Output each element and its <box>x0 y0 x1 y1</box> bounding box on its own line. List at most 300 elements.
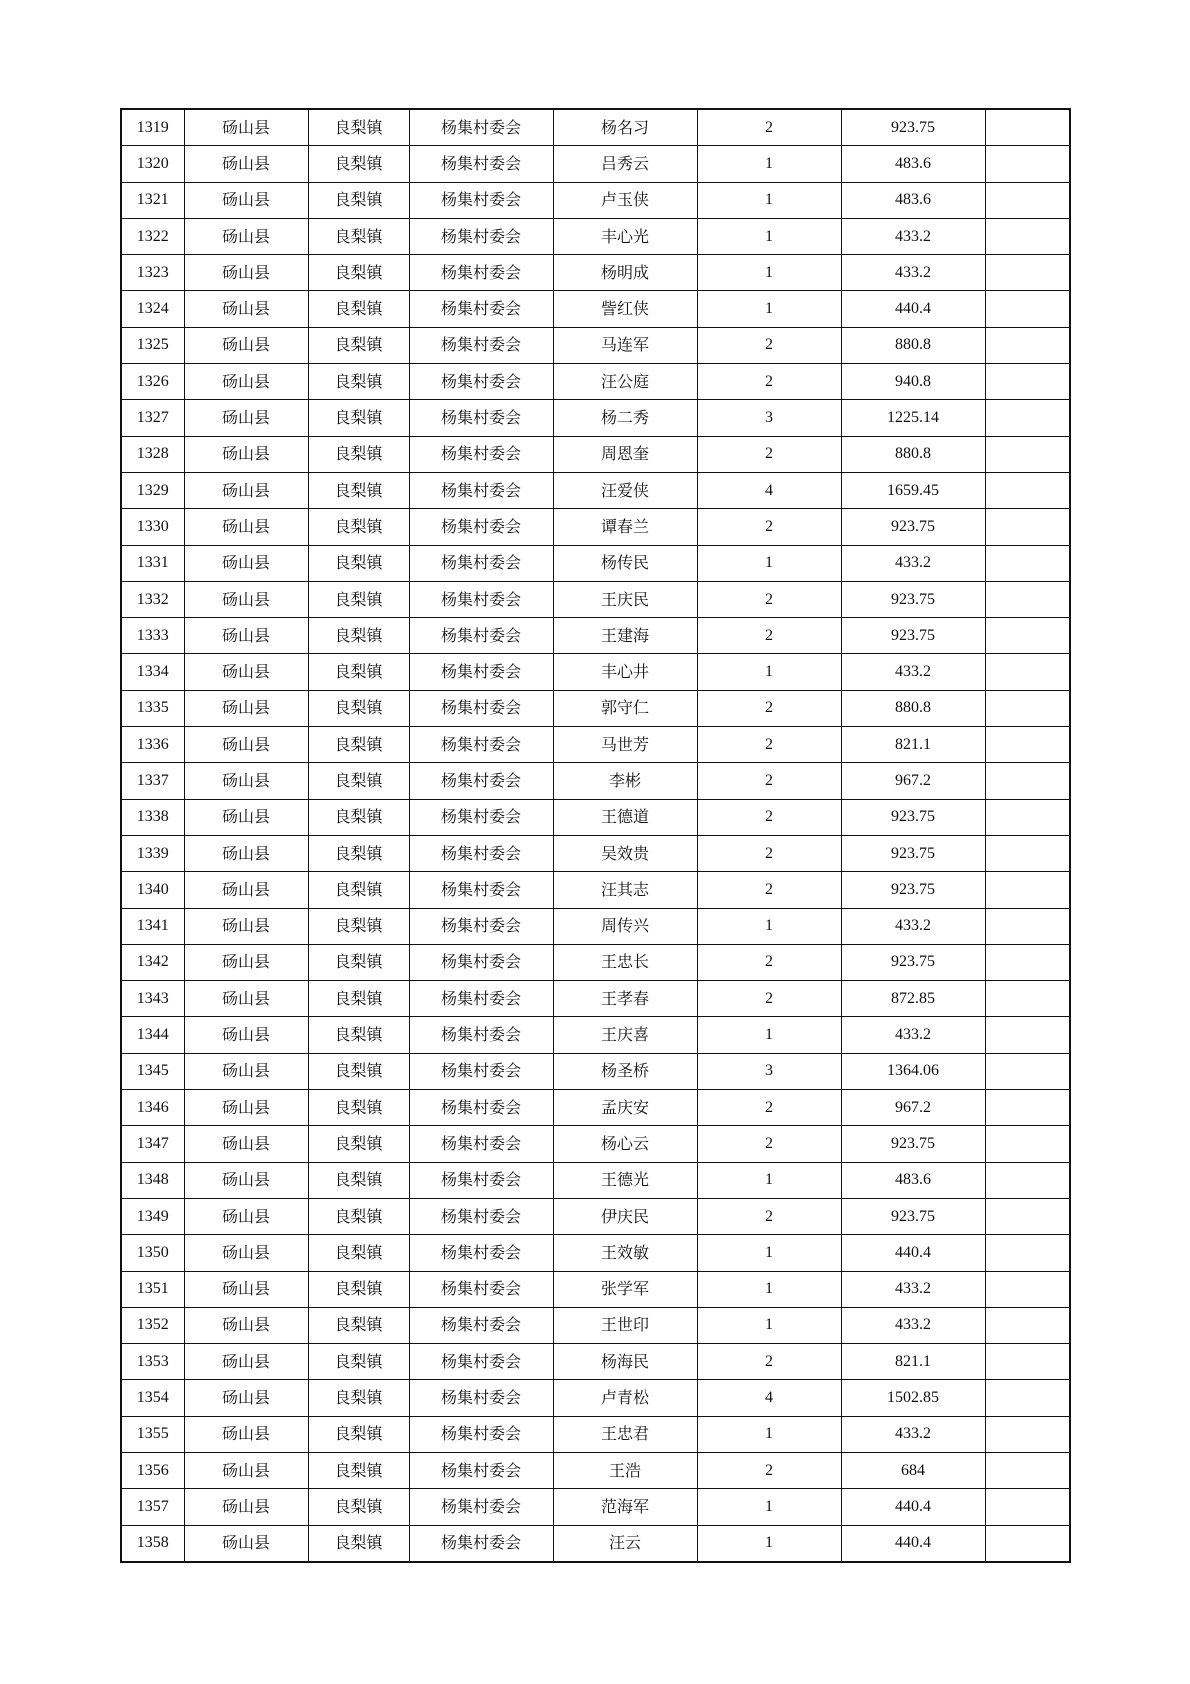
row-remark-cell <box>985 255 1070 291</box>
table-row <box>121 545 1070 581</box>
row-village-cell: 杨集村委会 <box>409 1198 553 1234</box>
table-row <box>121 509 1070 545</box>
row-household-size-cell: 1 <box>697 1307 841 1343</box>
row-county-cell: 砀山县 <box>184 1162 308 1198</box>
row-name-cell: 孟庆安 <box>553 1090 697 1126</box>
row-name-cell: 卢玉侠 <box>553 182 697 218</box>
row-village-cell: 杨集村委会 <box>409 727 553 763</box>
row-seq-cell: 1336 <box>121 727 184 763</box>
table-row <box>121 364 1070 400</box>
table-row <box>121 581 1070 617</box>
row-amount-cell: 433.2 <box>841 908 985 944</box>
table-row <box>121 1489 1070 1525</box>
row-household-size-cell: 4 <box>697 1380 841 1416</box>
row-name-cell: 丰心光 <box>553 218 697 254</box>
row-household-size-cell: 2 <box>697 835 841 871</box>
row-remark-cell <box>985 400 1070 436</box>
row-village-cell: 杨集村委会 <box>409 799 553 835</box>
row-county-cell: 砀山县 <box>184 364 308 400</box>
row-village-cell: 杨集村委会 <box>409 981 553 1017</box>
row-town-cell: 良梨镇 <box>308 908 409 944</box>
row-town-cell: 良梨镇 <box>308 1525 409 1562</box>
row-name-cell: 马世芳 <box>553 727 697 763</box>
row-county-cell: 砀山县 <box>184 472 308 508</box>
row-name-cell: 王忠君 <box>553 1416 697 1452</box>
row-name-cell: 王忠长 <box>553 944 697 980</box>
row-amount-cell: 433.2 <box>841 218 985 254</box>
row-remark-cell <box>985 944 1070 980</box>
row-remark-cell <box>985 1198 1070 1234</box>
row-seq-cell: 1321 <box>121 182 184 218</box>
row-household-size-cell: 1 <box>697 182 841 218</box>
row-village-cell: 杨集村委会 <box>409 763 553 799</box>
row-seq-cell: 1354 <box>121 1380 184 1416</box>
row-county-cell: 砀山县 <box>184 400 308 436</box>
row-town-cell: 良梨镇 <box>308 727 409 763</box>
row-amount-cell: 433.2 <box>841 1307 985 1343</box>
row-village-cell: 杨集村委会 <box>409 218 553 254</box>
row-village-cell: 杨集村委会 <box>409 400 553 436</box>
row-name-cell: 杨二秀 <box>553 400 697 436</box>
row-household-size-cell: 1 <box>697 291 841 327</box>
row-village-cell: 杨集村委会 <box>409 1452 553 1488</box>
row-county-cell: 砀山县 <box>184 1017 308 1053</box>
row-town-cell: 良梨镇 <box>308 255 409 291</box>
row-village-cell: 杨集村委会 <box>409 1271 553 1307</box>
row-seq-cell: 1339 <box>121 835 184 871</box>
row-town-cell: 良梨镇 <box>308 218 409 254</box>
row-household-size-cell: 2 <box>697 509 841 545</box>
table-row <box>121 218 1070 254</box>
row-county-cell: 砀山县 <box>184 1090 308 1126</box>
row-name-cell: 王建海 <box>553 618 697 654</box>
row-amount-cell: 433.2 <box>841 654 985 690</box>
row-county-cell: 砀山县 <box>184 327 308 363</box>
row-county-cell: 砀山县 <box>184 1344 308 1380</box>
row-county-cell: 砀山县 <box>184 763 308 799</box>
row-name-cell: 卢青松 <box>553 1380 697 1416</box>
row-household-size-cell: 1 <box>697 146 841 182</box>
row-name-cell: 王庆民 <box>553 581 697 617</box>
row-seq-cell: 1351 <box>121 1271 184 1307</box>
row-name-cell: 王浩 <box>553 1452 697 1488</box>
row-amount-cell: 940.8 <box>841 364 985 400</box>
row-town-cell: 良梨镇 <box>308 364 409 400</box>
row-amount-cell: 440.4 <box>841 1525 985 1562</box>
table-row <box>121 872 1070 908</box>
row-village-cell: 杨集村委会 <box>409 1380 553 1416</box>
table-row <box>121 1198 1070 1234</box>
row-name-cell: 杨心云 <box>553 1126 697 1162</box>
row-name-cell: 杨圣桥 <box>553 1053 697 1089</box>
row-household-size-cell: 2 <box>697 1344 841 1380</box>
row-amount-cell: 923.75 <box>841 109 985 146</box>
row-remark-cell <box>985 1053 1070 1089</box>
row-name-cell: 王庆喜 <box>553 1017 697 1053</box>
row-county-cell: 砀山县 <box>184 1307 308 1343</box>
row-name-cell: 马连军 <box>553 327 697 363</box>
table-row <box>121 109 1070 146</box>
row-amount-cell: 1502.85 <box>841 1380 985 1416</box>
row-village-cell: 杨集村委会 <box>409 182 553 218</box>
row-village-cell: 杨集村委会 <box>409 908 553 944</box>
row-remark-cell <box>985 146 1070 182</box>
row-village-cell: 杨集村委会 <box>409 581 553 617</box>
row-remark-cell <box>985 545 1070 581</box>
row-seq-cell: 1319 <box>121 109 184 146</box>
row-seq-cell: 1347 <box>121 1126 184 1162</box>
row-town-cell: 良梨镇 <box>308 146 409 182</box>
row-seq-cell: 1330 <box>121 509 184 545</box>
row-town-cell: 良梨镇 <box>308 1307 409 1343</box>
row-amount-cell: 433.2 <box>841 255 985 291</box>
row-village-cell: 杨集村委会 <box>409 364 553 400</box>
row-name-cell: 王德光 <box>553 1162 697 1198</box>
table-row <box>121 1017 1070 1053</box>
row-town-cell: 良梨镇 <box>308 400 409 436</box>
row-name-cell: 王德道 <box>553 799 697 835</box>
row-household-size-cell: 1 <box>697 1017 841 1053</box>
row-name-cell: 谭春兰 <box>553 509 697 545</box>
row-name-cell: 吴效贵 <box>553 835 697 871</box>
row-household-size-cell: 2 <box>697 872 841 908</box>
row-seq-cell: 1348 <box>121 1162 184 1198</box>
row-remark-cell <box>985 654 1070 690</box>
row-amount-cell: 433.2 <box>841 1017 985 1053</box>
row-remark-cell <box>985 1307 1070 1343</box>
row-village-cell: 杨集村委会 <box>409 944 553 980</box>
row-remark-cell <box>985 1525 1070 1562</box>
row-remark-cell <box>985 109 1070 146</box>
row-name-cell: 汪爱侠 <box>553 472 697 508</box>
row-remark-cell <box>985 364 1070 400</box>
row-village-cell: 杨集村委会 <box>409 291 553 327</box>
row-amount-cell: 967.2 <box>841 1090 985 1126</box>
row-remark-cell <box>985 1489 1070 1525</box>
row-household-size-cell: 2 <box>697 981 841 1017</box>
row-amount-cell: 872.85 <box>841 981 985 1017</box>
row-name-cell: 吕秀云 <box>553 146 697 182</box>
row-amount-cell: 880.8 <box>841 690 985 726</box>
row-village-cell: 杨集村委会 <box>409 1235 553 1271</box>
row-household-size-cell: 2 <box>697 436 841 472</box>
row-town-cell: 良梨镇 <box>308 1452 409 1488</box>
row-county-cell: 砀山县 <box>184 690 308 726</box>
table-row <box>121 799 1070 835</box>
row-town-cell: 良梨镇 <box>308 1090 409 1126</box>
row-amount-cell: 483.6 <box>841 182 985 218</box>
row-household-size-cell: 1 <box>697 218 841 254</box>
table-row <box>121 255 1070 291</box>
row-seq-cell: 1352 <box>121 1307 184 1343</box>
table-row <box>121 944 1070 980</box>
row-town-cell: 良梨镇 <box>308 654 409 690</box>
row-seq-cell: 1340 <box>121 872 184 908</box>
row-town-cell: 良梨镇 <box>308 1271 409 1307</box>
row-household-size-cell: 2 <box>697 1126 841 1162</box>
row-amount-cell: 684 <box>841 1452 985 1488</box>
row-household-size-cell: 1 <box>697 1235 841 1271</box>
row-remark-cell <box>985 182 1070 218</box>
row-seq-cell: 1357 <box>121 1489 184 1525</box>
row-name-cell: 周恩奎 <box>553 436 697 472</box>
row-household-size-cell: 1 <box>697 908 841 944</box>
row-name-cell: 汪公庭 <box>553 364 697 400</box>
row-amount-cell: 1225.14 <box>841 400 985 436</box>
row-seq-cell: 1323 <box>121 255 184 291</box>
row-county-cell: 砀山县 <box>184 1235 308 1271</box>
row-amount-cell: 923.75 <box>841 509 985 545</box>
table-row <box>121 327 1070 363</box>
row-remark-cell <box>985 1271 1070 1307</box>
row-town-cell: 良梨镇 <box>308 581 409 617</box>
row-household-size-cell: 1 <box>697 545 841 581</box>
table-row <box>121 1380 1070 1416</box>
row-name-cell: 汪云 <box>553 1525 697 1562</box>
row-village-cell: 杨集村委会 <box>409 545 553 581</box>
row-town-cell: 良梨镇 <box>308 1416 409 1452</box>
row-household-size-cell: 2 <box>697 1452 841 1488</box>
row-remark-cell <box>985 1090 1070 1126</box>
row-household-size-cell: 1 <box>697 1525 841 1562</box>
table-row <box>121 1235 1070 1271</box>
row-seq-cell: 1326 <box>121 364 184 400</box>
table-row <box>121 1271 1070 1307</box>
row-seq-cell: 1343 <box>121 981 184 1017</box>
row-amount-cell: 923.75 <box>841 944 985 980</box>
row-seq-cell: 1337 <box>121 763 184 799</box>
row-town-cell: 良梨镇 <box>308 1198 409 1234</box>
table-row <box>121 908 1070 944</box>
row-name-cell: 杨明成 <box>553 255 697 291</box>
row-household-size-cell: 2 <box>697 1090 841 1126</box>
row-amount-cell: 821.1 <box>841 727 985 763</box>
row-household-size-cell: 2 <box>697 690 841 726</box>
row-county-cell: 砀山县 <box>184 1271 308 1307</box>
row-county-cell: 砀山县 <box>184 182 308 218</box>
row-seq-cell: 1320 <box>121 146 184 182</box>
row-seq-cell: 1331 <box>121 545 184 581</box>
row-amount-cell: 923.75 <box>841 799 985 835</box>
row-town-cell: 良梨镇 <box>308 182 409 218</box>
household-roster-table <box>120 108 1071 1563</box>
row-remark-cell <box>985 1380 1070 1416</box>
row-town-cell: 良梨镇 <box>308 1489 409 1525</box>
table-row <box>121 1053 1070 1089</box>
table-row <box>121 146 1070 182</box>
row-county-cell: 砀山县 <box>184 908 308 944</box>
row-household-size-cell: 2 <box>697 944 841 980</box>
row-town-cell: 良梨镇 <box>308 1162 409 1198</box>
table-row <box>121 1452 1070 1488</box>
row-village-cell: 杨集村委会 <box>409 618 553 654</box>
row-household-size-cell: 2 <box>697 364 841 400</box>
row-amount-cell: 821.1 <box>841 1344 985 1380</box>
row-amount-cell: 440.4 <box>841 1489 985 1525</box>
row-household-size-cell: 1 <box>697 1416 841 1452</box>
row-amount-cell: 967.2 <box>841 763 985 799</box>
row-village-cell: 杨集村委会 <box>409 146 553 182</box>
row-remark-cell <box>985 835 1070 871</box>
row-amount-cell: 880.8 <box>841 436 985 472</box>
row-village-cell: 杨集村委会 <box>409 1344 553 1380</box>
row-household-size-cell: 3 <box>697 1053 841 1089</box>
row-village-cell: 杨集村委会 <box>409 690 553 726</box>
row-remark-cell <box>985 581 1070 617</box>
roster-body <box>121 109 1070 1562</box>
row-seq-cell: 1324 <box>121 291 184 327</box>
row-remark-cell <box>985 436 1070 472</box>
row-amount-cell: 923.75 <box>841 1198 985 1234</box>
row-town-cell: 良梨镇 <box>308 1380 409 1416</box>
row-remark-cell <box>985 908 1070 944</box>
row-county-cell: 砀山县 <box>184 1198 308 1234</box>
row-name-cell: 王效敏 <box>553 1235 697 1271</box>
row-remark-cell <box>985 218 1070 254</box>
row-county-cell: 砀山县 <box>184 727 308 763</box>
row-seq-cell: 1341 <box>121 908 184 944</box>
row-household-size-cell: 2 <box>697 763 841 799</box>
row-amount-cell: 880.8 <box>841 327 985 363</box>
row-town-cell: 良梨镇 <box>308 509 409 545</box>
row-town-cell: 良梨镇 <box>308 981 409 1017</box>
row-village-cell: 杨集村委会 <box>409 872 553 908</box>
row-remark-cell <box>985 509 1070 545</box>
row-name-cell: 王世印 <box>553 1307 697 1343</box>
table-row <box>121 835 1070 871</box>
row-county-cell: 砀山县 <box>184 835 308 871</box>
row-household-size-cell: 1 <box>697 1271 841 1307</box>
row-town-cell: 良梨镇 <box>308 944 409 980</box>
table-row <box>121 1126 1070 1162</box>
row-county-cell: 砀山县 <box>184 1380 308 1416</box>
row-household-size-cell: 1 <box>697 1489 841 1525</box>
row-village-cell: 杨集村委会 <box>409 1090 553 1126</box>
table-row <box>121 291 1070 327</box>
row-village-cell: 杨集村委会 <box>409 1162 553 1198</box>
table-row <box>121 436 1070 472</box>
row-household-size-cell: 3 <box>697 400 841 436</box>
row-seq-cell: 1338 <box>121 799 184 835</box>
row-seq-cell: 1334 <box>121 654 184 690</box>
row-village-cell: 杨集村委会 <box>409 509 553 545</box>
row-name-cell: 杨海民 <box>553 1344 697 1380</box>
table-row <box>121 1307 1070 1343</box>
row-village-cell: 杨集村委会 <box>409 1525 553 1562</box>
row-amount-cell: 923.75 <box>841 1126 985 1162</box>
row-remark-cell <box>985 1235 1070 1271</box>
row-village-cell: 杨集村委会 <box>409 327 553 363</box>
row-remark-cell <box>985 618 1070 654</box>
row-county-cell: 砀山县 <box>184 218 308 254</box>
row-name-cell: 郭守仁 <box>553 690 697 726</box>
row-name-cell: 王孝春 <box>553 981 697 1017</box>
row-county-cell: 砀山县 <box>184 944 308 980</box>
row-household-size-cell: 2 <box>697 727 841 763</box>
table-row <box>121 727 1070 763</box>
row-seq-cell: 1325 <box>121 327 184 363</box>
row-county-cell: 砀山县 <box>184 654 308 690</box>
row-county-cell: 砀山县 <box>184 509 308 545</box>
row-amount-cell: 483.6 <box>841 146 985 182</box>
row-town-cell: 良梨镇 <box>308 1053 409 1089</box>
row-village-cell: 杨集村委会 <box>409 109 553 146</box>
row-village-cell: 杨集村委会 <box>409 1017 553 1053</box>
row-remark-cell <box>985 690 1070 726</box>
row-town-cell: 良梨镇 <box>308 545 409 581</box>
row-town-cell: 良梨镇 <box>308 327 409 363</box>
table-row <box>121 1344 1070 1380</box>
row-village-cell: 杨集村委会 <box>409 255 553 291</box>
row-seq-cell: 1355 <box>121 1416 184 1452</box>
row-county-cell: 砀山县 <box>184 1126 308 1162</box>
row-county-cell: 砀山县 <box>184 1416 308 1452</box>
table-row <box>121 1525 1070 1562</box>
row-name-cell: 李彬 <box>553 763 697 799</box>
row-county-cell: 砀山县 <box>184 1452 308 1488</box>
row-remark-cell <box>985 472 1070 508</box>
row-name-cell: 范海军 <box>553 1489 697 1525</box>
row-household-size-cell: 1 <box>697 1162 841 1198</box>
row-remark-cell <box>985 981 1070 1017</box>
row-county-cell: 砀山县 <box>184 255 308 291</box>
row-town-cell: 良梨镇 <box>308 109 409 146</box>
row-county-cell: 砀山县 <box>184 799 308 835</box>
row-county-cell: 砀山县 <box>184 981 308 1017</box>
row-seq-cell: 1349 <box>121 1198 184 1234</box>
row-village-cell: 杨集村委会 <box>409 1053 553 1089</box>
row-household-size-cell: 2 <box>697 1198 841 1234</box>
row-amount-cell: 923.75 <box>841 581 985 617</box>
row-town-cell: 良梨镇 <box>308 1126 409 1162</box>
row-name-cell: 杨名习 <box>553 109 697 146</box>
row-town-cell: 良梨镇 <box>308 835 409 871</box>
row-remark-cell <box>985 1162 1070 1198</box>
row-amount-cell: 923.75 <box>841 835 985 871</box>
row-county-cell: 砀山县 <box>184 109 308 146</box>
row-county-cell: 砀山县 <box>184 545 308 581</box>
row-seq-cell: 1322 <box>121 218 184 254</box>
row-town-cell: 良梨镇 <box>308 1017 409 1053</box>
row-remark-cell <box>985 727 1070 763</box>
row-seq-cell: 1353 <box>121 1344 184 1380</box>
row-name-cell: 訾红侠 <box>553 291 697 327</box>
row-remark-cell <box>985 327 1070 363</box>
row-name-cell: 杨传民 <box>553 545 697 581</box>
row-remark-cell <box>985 291 1070 327</box>
row-town-cell: 良梨镇 <box>308 436 409 472</box>
row-town-cell: 良梨镇 <box>308 291 409 327</box>
row-seq-cell: 1328 <box>121 436 184 472</box>
row-name-cell: 丰心井 <box>553 654 697 690</box>
row-amount-cell: 440.4 <box>841 1235 985 1271</box>
row-county-cell: 砀山县 <box>184 581 308 617</box>
row-household-size-cell: 4 <box>697 472 841 508</box>
row-household-size-cell: 2 <box>697 618 841 654</box>
row-county-cell: 砀山县 <box>184 291 308 327</box>
row-name-cell: 周传兴 <box>553 908 697 944</box>
row-remark-cell <box>985 1452 1070 1488</box>
row-name-cell: 张学军 <box>553 1271 697 1307</box>
row-village-cell: 杨集村委会 <box>409 1416 553 1452</box>
row-household-size-cell: 2 <box>697 799 841 835</box>
row-county-cell: 砀山县 <box>184 872 308 908</box>
row-county-cell: 砀山县 <box>184 1053 308 1089</box>
row-county-cell: 砀山县 <box>184 1525 308 1562</box>
row-town-cell: 良梨镇 <box>308 1344 409 1380</box>
row-household-size-cell: 1 <box>697 654 841 690</box>
row-remark-cell <box>985 1416 1070 1452</box>
